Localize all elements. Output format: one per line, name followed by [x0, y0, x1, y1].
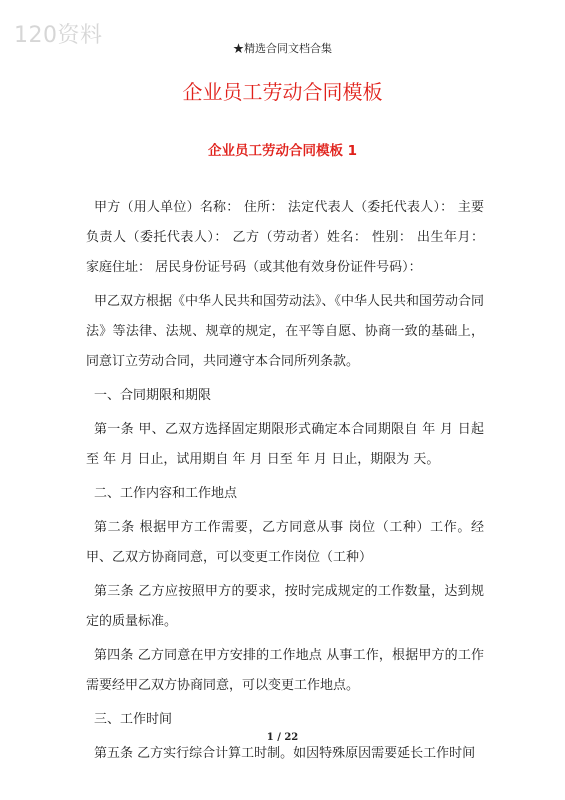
article-4: 第四条 乙方同意在甲方安排的工作地点 从事工作，根据甲方的工作需要经甲乙双方协商同意，可以变更工作地点。 [86, 648, 484, 693]
document-subtitle: 企业员工劳动合同模板 1 [207, 143, 358, 159]
article-1: 第一条 甲、乙双方选择固定期限形式确定本合同期限自 年 月 日起至 年 月 日止，试用期自 年 月 日至 年 月 日止，期限为 天。 [86, 422, 484, 467]
article-3: 第三条 乙方应按照甲方的要求，按时完成规定的工作数量，达到规定的质量标准。 [86, 584, 484, 629]
header-note: ★精选合同文档合集 [233, 42, 332, 55]
page-number: 1 / 22 [266, 732, 299, 743]
document-body [86, 193, 484, 769]
article-5: 第五条 乙方实行综合计算工时制。如因特殊原因需要延长工作时间 [94, 746, 476, 761]
section-heading-term: 一、合同期限和期限 [94, 388, 212, 403]
document-title: 企业员工劳动合同模板 [182, 80, 383, 104]
section-heading-hours: 三、工作时间 [94, 712, 173, 727]
paragraph-parties: 甲方（用人单位）名称： 住所： 法定代表人（委托代表人）： 主要负责人（委托代表人）： 乙方（劳动者）姓名： 性别： 出生年月： 家庭住址： 居民身份证号码（或其他有效身份证件号码）： [86, 200, 484, 275]
section-heading-work: 二、工作内容和工作地点 [94, 486, 238, 501]
article-2: 第二条 根据甲方工作需要，乙方同意从事 岗位（工种）工作。经甲、乙双方协商同意，可以变更工作岗位（工种） [86, 520, 484, 565]
paragraph-preamble: 甲乙双方根据《中华人民共和国劳动法》、《中华人民共和国劳动合同法》等法律、法规、规章的规定，在平等自愿、协商一致的基础上，同意订立劳动合同，共同遵守本合同所列条款。 [86, 294, 485, 369]
watermark-logo: 120资料 [14, 23, 103, 48]
